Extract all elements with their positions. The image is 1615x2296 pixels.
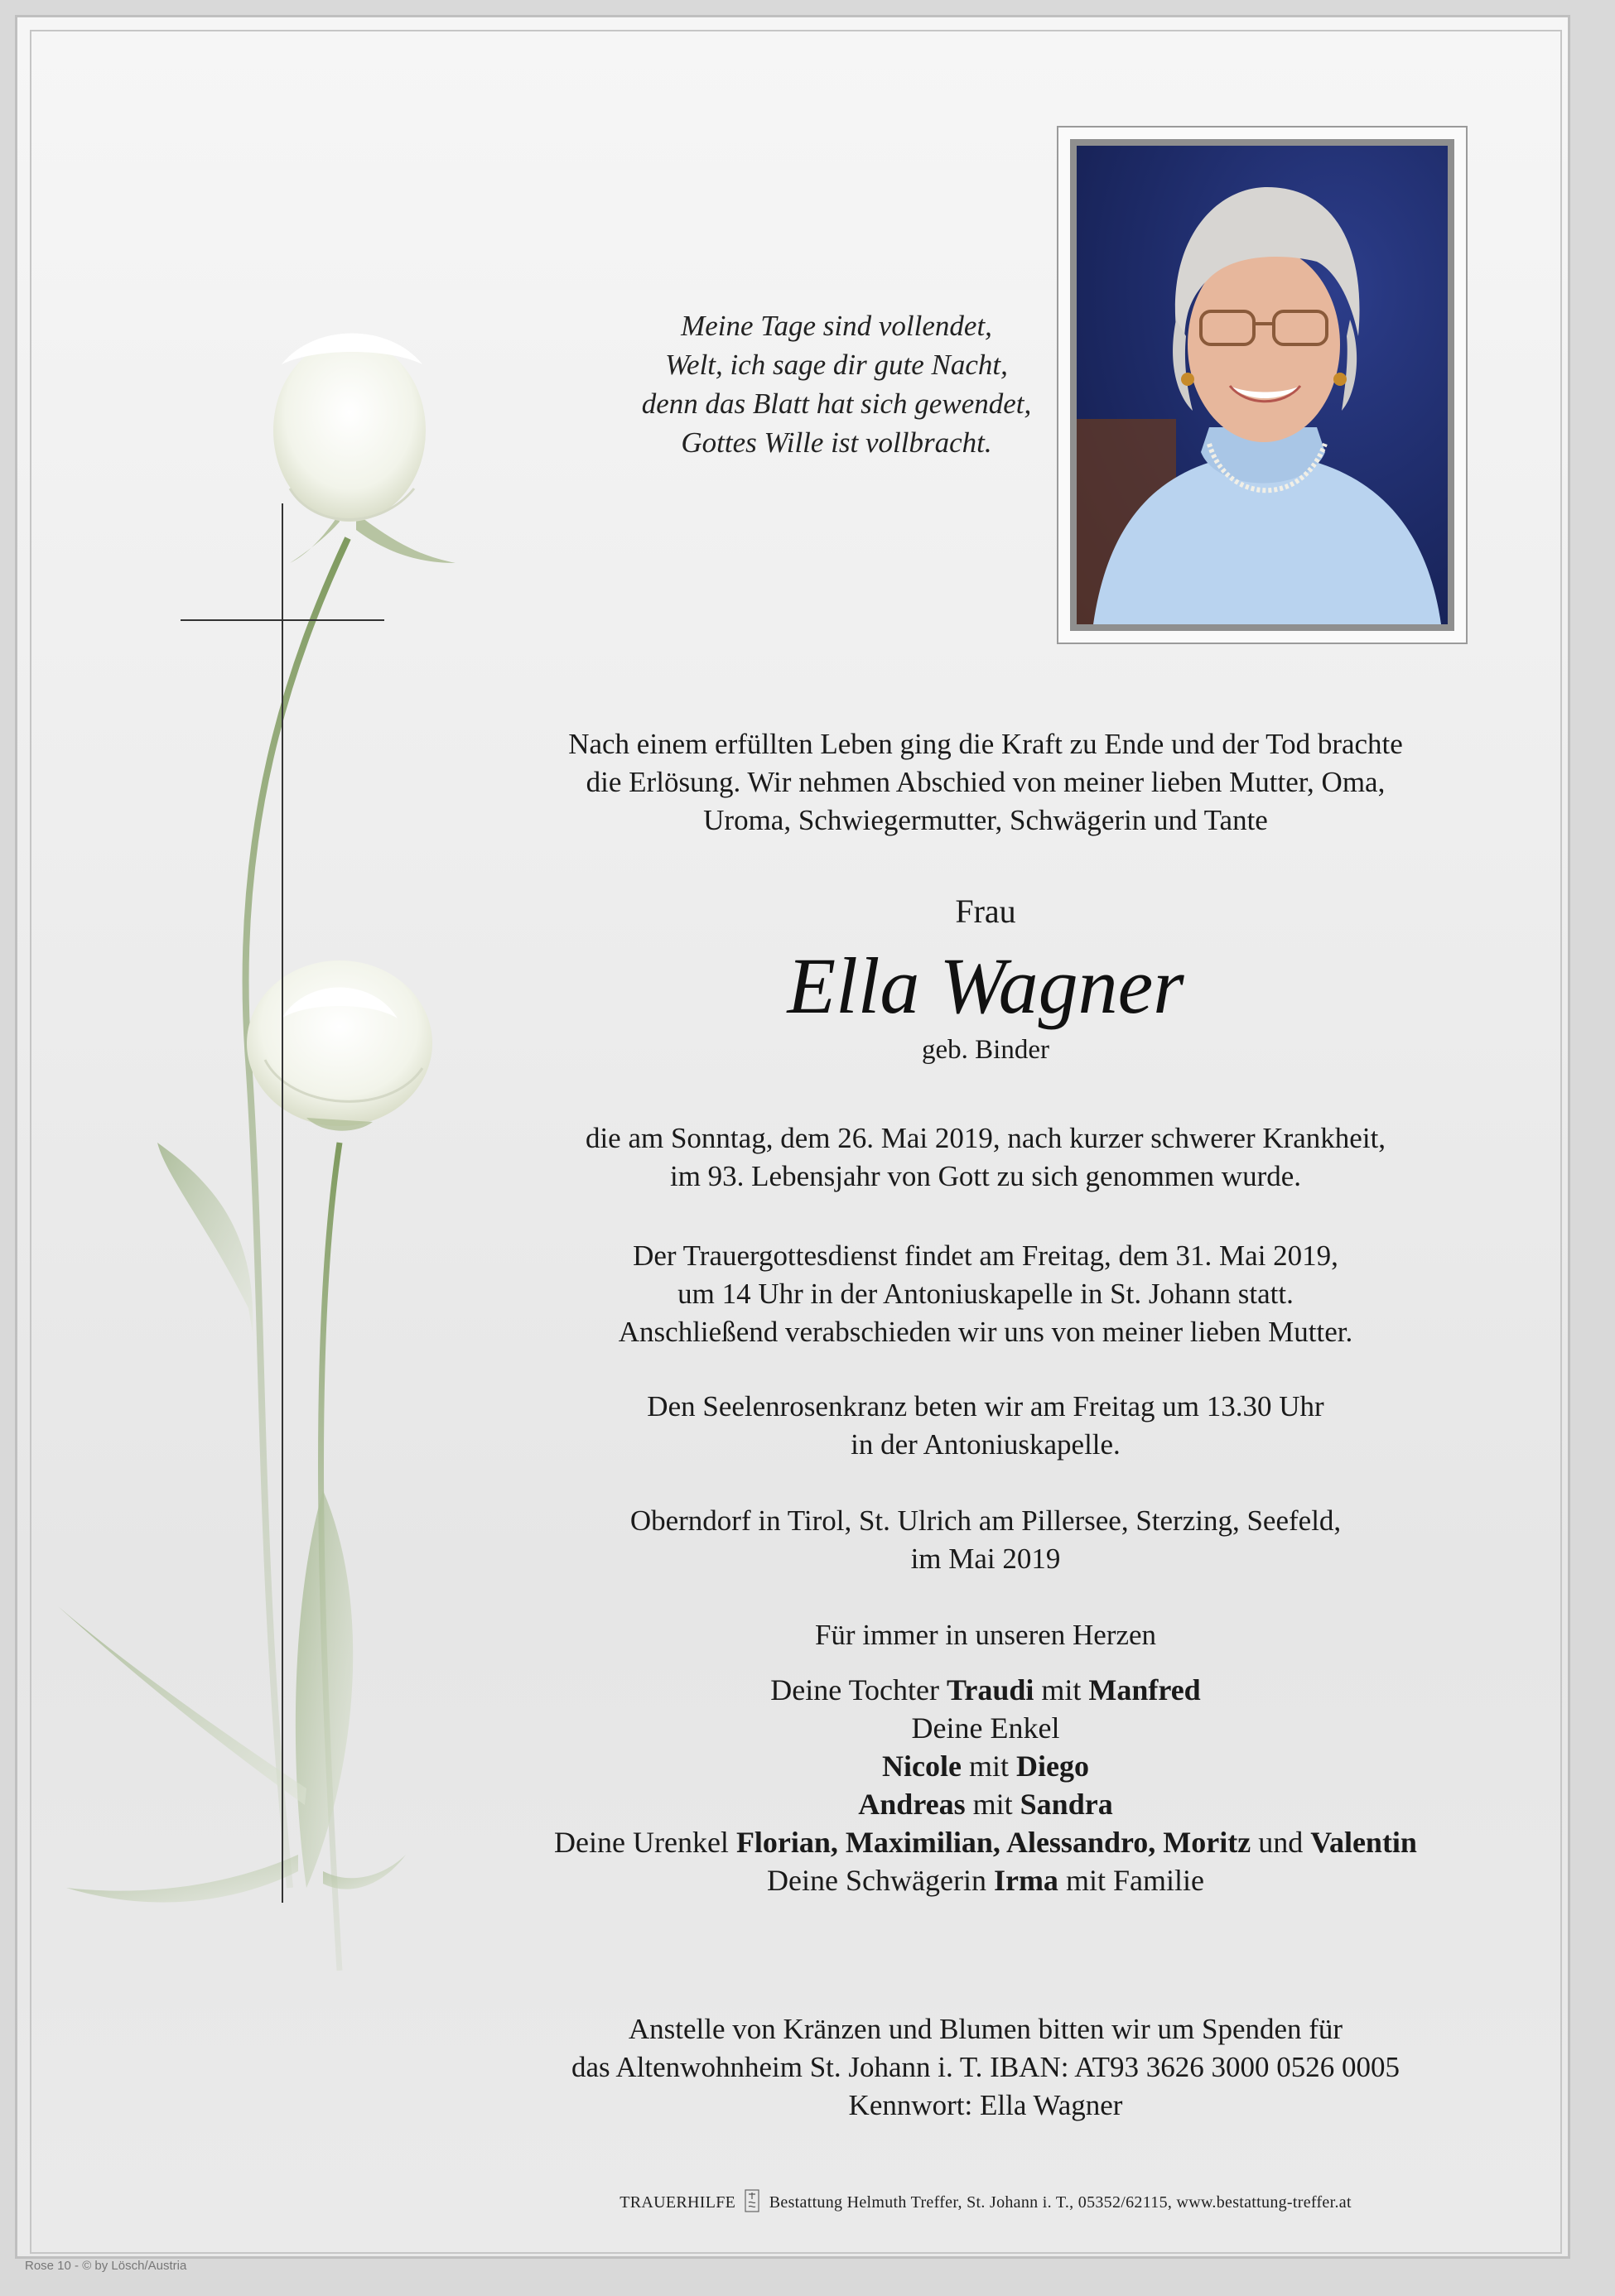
- family-text: mit: [961, 1750, 1016, 1783]
- family-name: Andreas: [858, 1788, 966, 1821]
- donation-paragraph: [464, 2010, 1507, 2125]
- funeral-home-footer: [464, 2189, 1507, 2212]
- family-line-grandchild-1: [464, 1747, 1507, 1785]
- family-line-sister-in-law: [464, 1861, 1507, 1899]
- rosary-line: Den Seelenrosenkranz beten wir am Freitag um 13.30 Uhr: [647, 1390, 1324, 1422]
- family-list: [464, 1671, 1507, 1899]
- places-line: Oberndorf in Tirol, St. Ulrich am Pillersee, Sterzing, Seefeld,: [629, 1504, 1342, 1537]
- service-line: Anschließend verabschieden wir uns von meiner lieben Mutter.: [618, 1316, 1353, 1348]
- poem-line: Meine Tage sind vollendet,: [681, 310, 992, 342]
- family-line-grandchild-2: [464, 1785, 1507, 1823]
- family-name: Nicole: [882, 1750, 962, 1783]
- white-roses-illustration: [41, 315, 472, 2070]
- rosary-paragraph: [464, 1388, 1507, 1464]
- family-text: mit Familie: [1058, 1864, 1204, 1897]
- intro-line: Uroma, Schwiegermutter, Schwägerin und Tante: [703, 804, 1268, 836]
- places-paragraph: [464, 1502, 1507, 1578]
- intro-line: die Erlösung. Wir nehmen Abschied von meiner lieben Mutter, Oma,: [586, 766, 1386, 798]
- death-paragraph: [464, 1119, 1507, 1196]
- family-text: mit: [1034, 1673, 1089, 1706]
- rosary-line: in der Antoniuskapelle.: [851, 1428, 1121, 1461]
- family-name: Traudi: [947, 1673, 1034, 1706]
- service-line: Der Trauergottesdienst findet am Freitag, dem 31. Mai 2019,: [633, 1239, 1338, 1272]
- cross-horizontal: [181, 619, 384, 621]
- family-name: Manfred: [1088, 1673, 1201, 1706]
- death-line: im 93. Lebensjahr von Gott zu sich genommen wurde.: [669, 1160, 1302, 1192]
- cross-vertical: [282, 503, 283, 1903]
- service-line: um 14 Uhr in der Antoniuskapelle in St. Johann statt.: [677, 1278, 1294, 1310]
- family-text: mit: [965, 1788, 1020, 1821]
- family-name: Sandra: [1020, 1788, 1113, 1821]
- family-name: Diego: [1016, 1750, 1089, 1783]
- places-line: im Mai 2019: [910, 1543, 1061, 1575]
- family-text: und: [1251, 1826, 1311, 1859]
- image-credit: Rose 10 - © by Lösch/Austria: [25, 2259, 187, 2273]
- family-line-great-grandchildren: [464, 1823, 1507, 1861]
- hearts-line: Für immer in unseren Herzen: [814, 1619, 1157, 1651]
- family-line-grandchildren: Deine Enkel: [911, 1711, 1060, 1745]
- family-name: Valentin: [1310, 1826, 1417, 1859]
- footer-trauerhilfe: TRAUERHILFE: [619, 2193, 736, 2212]
- family-text: Deine Tochter: [770, 1673, 947, 1706]
- donation-line: Anstelle von Kränzen und Blumen bitten wir um Spenden für: [628, 2013, 1343, 2045]
- salutation: Frau: [955, 893, 1016, 930]
- family-text: Deine Schwägerin: [767, 1864, 994, 1897]
- family-name: Irma: [993, 1864, 1058, 1897]
- donation-line: das Altenwohnheim St. Johann i. T. IBAN: AT93 3626 3000 0526 0005: [571, 2051, 1400, 2083]
- family-text: Deine Urenkel: [554, 1826, 736, 1859]
- footer-contact: Bestattung Helmuth Treffer, St. Johann i. T., 05352/62115, www.bestattung-treffer.at: [769, 2193, 1352, 2212]
- intro-line: Nach einem erfüllten Leben ging die Kraft zu Ende und der Tod brachte: [568, 728, 1403, 760]
- family-name: Florian, Maximilian, Alessandro, Moritz: [735, 1826, 1251, 1859]
- service-paragraph: [464, 1237, 1507, 1351]
- death-line: die am Sonntag, dem 26. Mai 2019, nach kurzer schwerer Krankheit,: [585, 1122, 1386, 1154]
- poem-line: Welt, ich sage dir gute Nacht,: [665, 349, 1008, 381]
- poem-line: Gottes Wille ist vollbracht.: [681, 426, 992, 459]
- birth-name: geb. Binder: [922, 1035, 1049, 1065]
- poem: [464, 306, 1209, 462]
- funeral-home-logo-icon: [745, 2189, 759, 2212]
- poem-line: denn das Blatt hat sich gewendet,: [641, 387, 1032, 420]
- family-line-daughter: [464, 1671, 1507, 1709]
- intro-paragraph: [464, 725, 1507, 840]
- deceased-name: Ella Wagner: [787, 941, 1184, 1030]
- donation-line: Kennwort: Ella Wagner: [848, 2089, 1123, 2121]
